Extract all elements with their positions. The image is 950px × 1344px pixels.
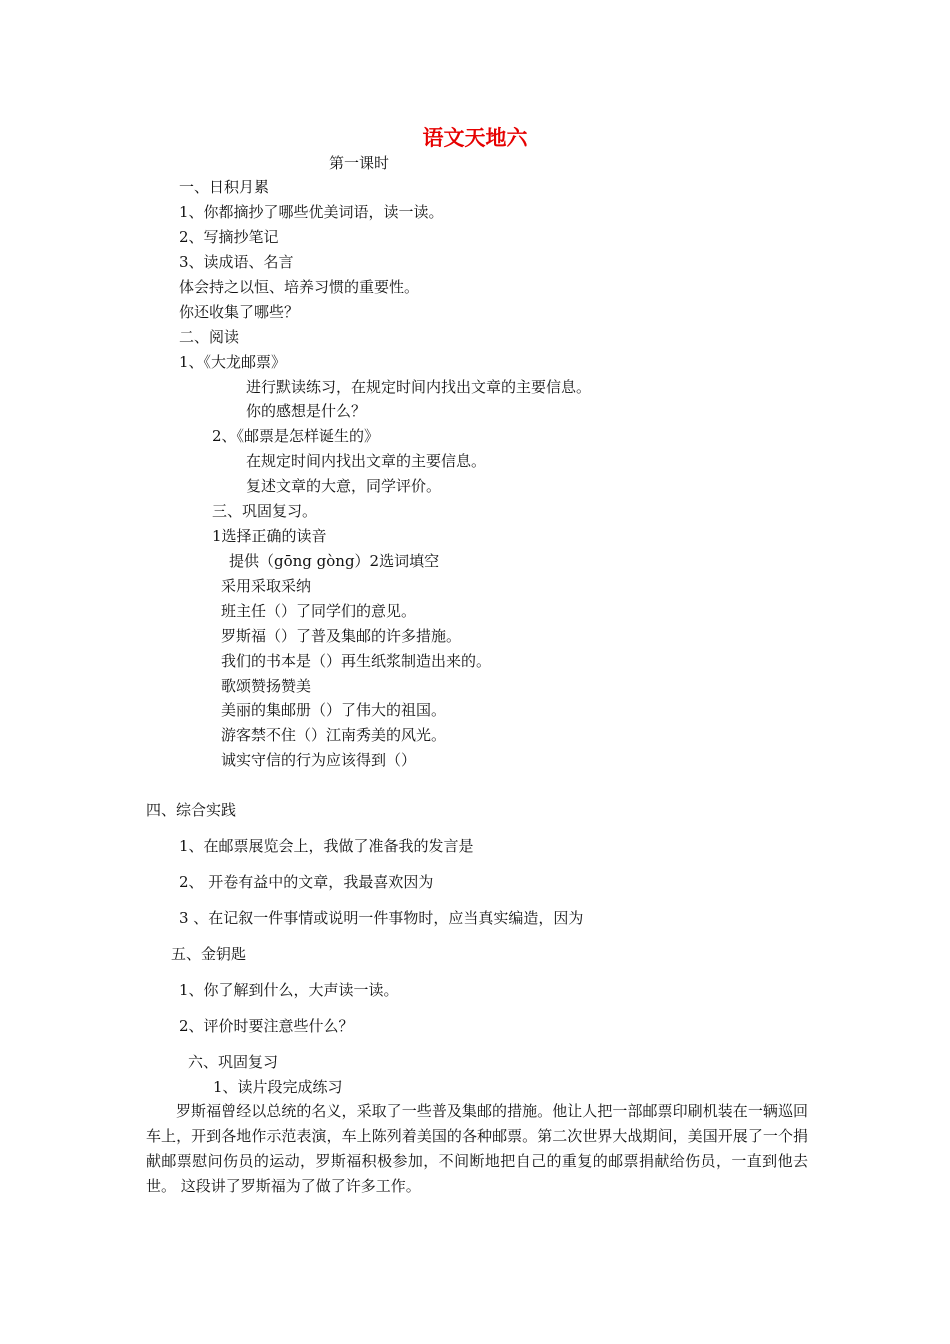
list-item: 体会持之以恒、培养习惯的重要性。 [179, 278, 420, 296]
list-item: 1、在邮票展览会上，我做了准备我的发言是 [179, 837, 474, 855]
section1-heading: 一、日积月累 [179, 178, 270, 196]
list-item: 歌颂赞扬赞美 [221, 677, 312, 695]
list-item: 1、《大龙邮票》 [179, 353, 287, 371]
section2-heading: 二、阅读 [179, 328, 240, 346]
list-item: 采用采取采纳 [221, 577, 312, 595]
list-item: 我们的书本是（）再生纸浆制造出来的。 [221, 652, 492, 670]
list-item: 美丽的集邮册（）了伟大的祖国。 [221, 701, 447, 719]
list-item: 1、读片段完成练习 [213, 1078, 343, 1096]
list-item: 2、《邮票是怎样诞生的》 [212, 427, 380, 445]
list-item: 2、评价时要注意些什么？ [179, 1017, 354, 1035]
list-item: 班主任（）了同学们的意见。 [221, 602, 417, 620]
list-item: 游客禁不住（）江南秀美的风光。 [221, 726, 447, 744]
list-item: 1、你了解到什么，大声读一读。 [179, 981, 399, 999]
list-item: 在规定时间内找出文章的主要信息。 [246, 452, 487, 470]
list-item: 复述文章的大意，同学评价。 [246, 477, 442, 495]
list-item: 3 、在记叙一件事情或说明一件事物时，应当真实编造，因为 [179, 909, 584, 927]
section5-heading: 五、金钥匙 [171, 945, 247, 963]
list-item: 你的感想是什么？ [246, 402, 367, 420]
list-item: 2、写摘抄笔记 [179, 228, 279, 246]
list-item: 3、读成语、名言 [179, 253, 294, 271]
lesson-label: 第一课时 [329, 154, 390, 172]
section6-heading: 六、巩固复习 [188, 1053, 279, 1071]
list-item: 1、你都摘抄了哪些优美词语，读一读。 [179, 203, 444, 221]
list-item: 2、 开卷有益中的文章，我最喜欢因为 [179, 873, 434, 891]
list-item: 罗斯福（）了普及集邮的许多措施。 [221, 627, 462, 645]
list-item: 1选择正确的读音 [212, 527, 327, 545]
section4-heading: 四、综合实践 [146, 801, 237, 819]
section3-heading: 三、巩固复习。 [212, 502, 318, 520]
page-title: 语文天地六 [422, 125, 528, 150]
list-item: 提供（gōng gòng）2选词填空 [229, 552, 440, 570]
list-item: 你还收集了哪些？ [179, 303, 300, 321]
reading-paragraph: 罗斯福曾经以总统的名义，采取了一些普及集邮的措施。他让人把一部邮票印刷机装在一辆巡回车上，开到各地作示范表演，车上陈列着美国的各种邮票。第二次世界大战期间，美国开展了一个捐献邮票慰问伤员的运动，罗斯福积极参加，不间断地把自己的重复的邮票捐献给伤员，一直到他去世。 这段讲了罗斯福为了做了许多工作。 [146, 1102, 808, 1195]
list-item: 进行默读练习，在规定时间内找出文章的主要信息。 [246, 378, 592, 396]
list-item: 诚实守信的行为应该得到（） [221, 751, 417, 769]
